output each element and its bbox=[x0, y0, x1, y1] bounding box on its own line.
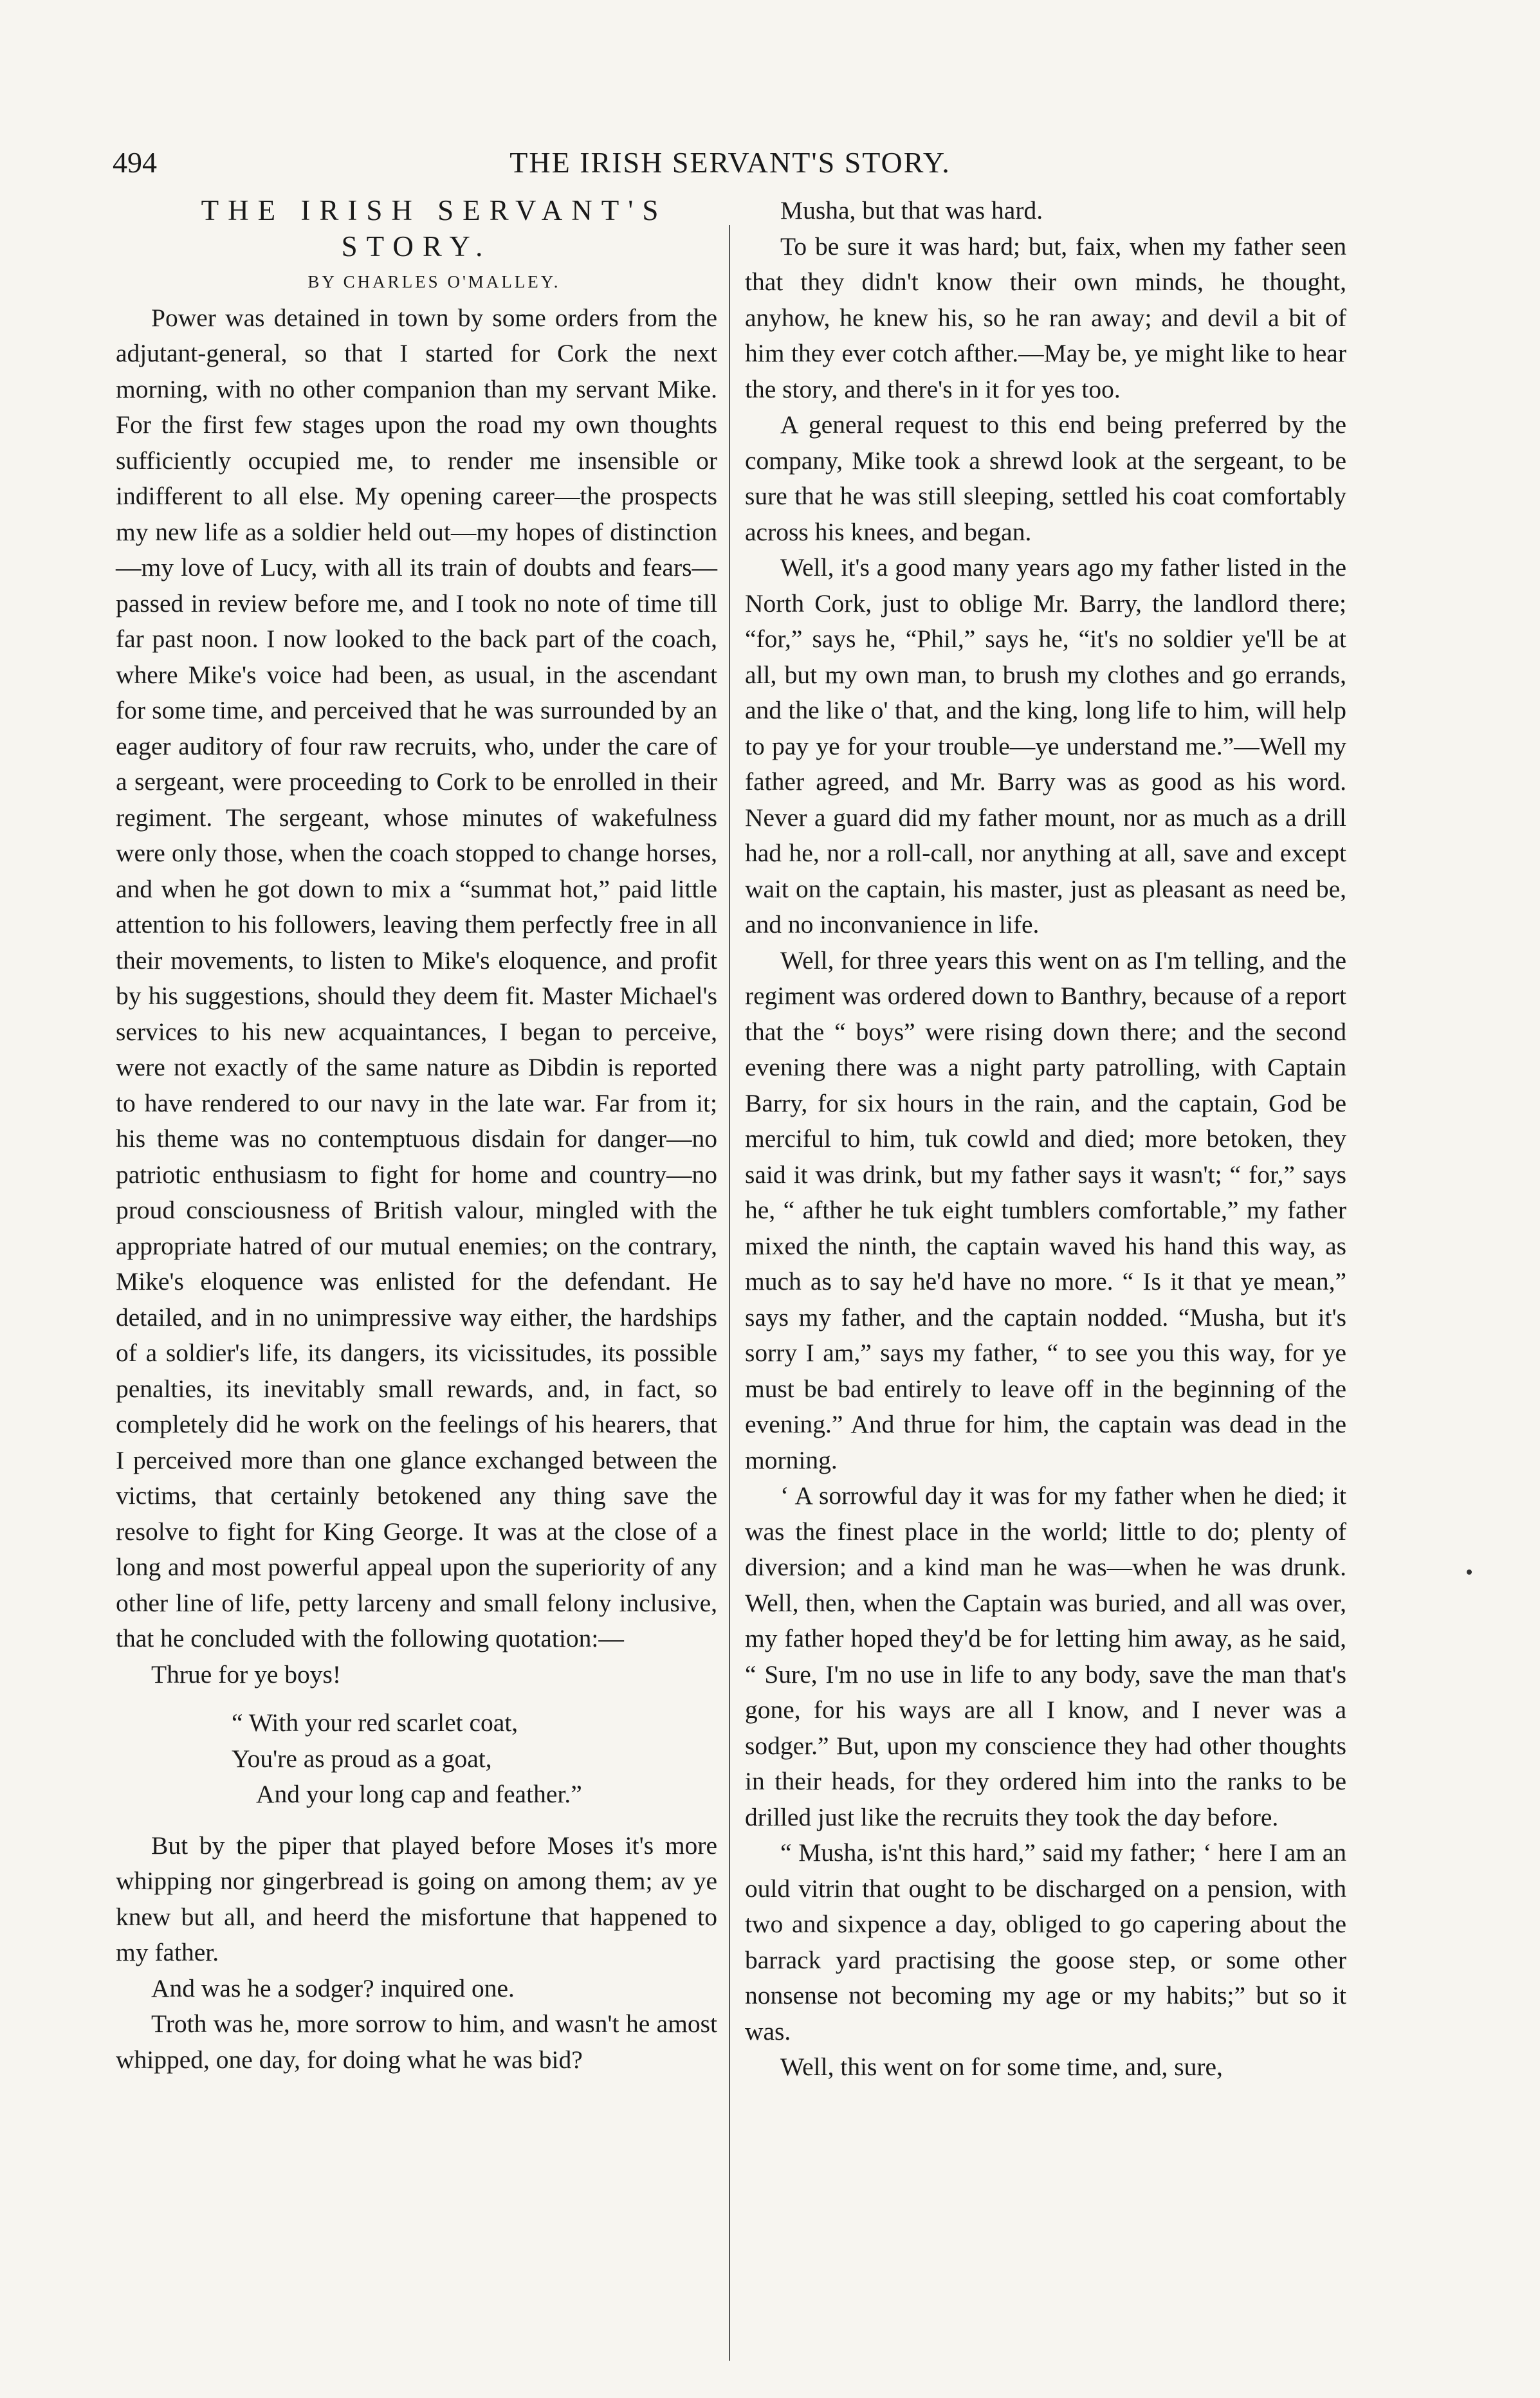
paragraph: Troth was he, more sorrow to him, and wasn't he amost whipped, one day, for doing what he was bid? bbox=[116, 2009, 717, 2074]
paragraph: Well, this went on for some time, and, sure, bbox=[780, 2053, 1223, 2081]
story-byline: BY CHARLES O'MALLEY. bbox=[307, 272, 561, 291]
paragraph: ‘ A sorrowful day it was for my father when he died; it was the finest place in the world; little to do; plenty of diversion; and a kind man he was—when he was drunk. Well, then, when the Captain was buried, and all was over, my father hoped they'd be for letting him away, as he said, “ Sure, I'm no use in life to any body, save the man that's gone, for his ways are all I know, and I never was a sodger.” But, upon my conscience they had other thoughts in their heads, for they ordered him into the ranks to be drilled just like the recruits they took the day before. bbox=[745, 1481, 1346, 1831]
column-divider bbox=[729, 225, 730, 2361]
story-title: THE IRISH SERVANT'S STORY. bbox=[201, 194, 668, 262]
paragraph: But by the piper that played before Moses it's more whipping nor gingerbread is going on among them; av ye knew but all, and heerd the misfortune that happened to my father. bbox=[116, 1831, 717, 1966]
paragraph: Thrue for ye boys! bbox=[151, 1660, 342, 1689]
page-number: 494 bbox=[113, 146, 157, 179]
paragraph: To be sure it was hard; but, faix, when my father seen that they didn't know their own minds, he thought, anyhow, he knew his, so he ran away; and devil a bit of him they ever cotch afther.—May be, ye might like to hear the story, and there's in it for yes too. bbox=[745, 232, 1346, 403]
ink-speck bbox=[1467, 1570, 1472, 1575]
verse-line: And your long cap and feather.” bbox=[256, 1780, 582, 1808]
paragraph: Well, for three years this went on as I'm telling, and the regiment was ordered down to Banthry, because of a report that the “ boys” were rising down there; and the second evening there was a night party patrolling, with Captain Barry, for six hours in the rain, and the captain, God be merciful to him, tuk cowld and died; more betoken, they said it was drink, but my father says it wasn't; “ for,” says he, “ afther he tuk eight tumblers comfortable,” my father mixed the ninth, the captain waved his hand this way, as much as to say he'd have no more. “ Is it that ye mean,” says my father, and the captain nodded. “Musha, but it's sorry I am,” says my father, “ to see you this way, for ye must be bad entirely to leave off in the beginning of the evening.” And thrue for him, the captain was dead in the morning. bbox=[745, 946, 1346, 1474]
verse-line: “ With your red scarlet coat, bbox=[232, 1708, 518, 1737]
paragraph: Power was detained in town by some orders from the adjutant-general, so that I started for Cork the next morning, with no other companion than my servant Mike. For the first few stages upon the road my own thoughts sufficiently occupied me, to render me insensible or indifferent to all else. My opening career—the prospects my new life as a soldier held out—my hopes of distinction—my love of Lucy, with all its train of doubts and fears—passed in review before me, and I took no note of time till far past noon. I now looked to the back part of the coach, where Mike's voice had been, as usual, in the ascendant for some time, and perceived that he was surrounded by an eager auditory of four raw recruits, who, under the care of a sergeant, were proceeding to Cork to be enrolled in their regiment. The sergeant, whose minutes of wakefulness were only those, when the coach stopped to change horses, and when he got down to mix a “summat hot,” paid little attention to his followers, leaving them perfectly free in all their movements, to listen to Mike's eloquence, and profit by his suggestions, should they deem fit. Master Michael's services to his new acquaintances, I began to perceive, were not exactly of the same nature as Dibdin is reported to have rendered to our navy in the late war. Far from it; his theme was no contemptuous disdain for danger—no patriotic enthusiasm to fight for home and country—no proud consciousness of British valour, mingled with the appropriate hatred of our mutual enemies; on the contrary, Mike's eloquence was enlisted for the defendant. He detailed, and in no unimpressive way either, the hardships of a soldier's life, its dangers, its vicissitudes, its possible penalties, its inevitably small rewards, and, in fact, so completely did he work on the feelings of his hearers, that I perceived more than one glance exchanged between the victims, that certainly betokened any thing save the resolve to fight for King George. It was at the close of a long and most powerful appeal upon the superiority of any other line of life, petty larceny and small felony inclusive, that he concluded with the following quotation:— bbox=[116, 303, 717, 1652]
paragraph: Musha, but that was hard. bbox=[780, 196, 1043, 224]
verse-line: You're as proud as a goat, bbox=[232, 1744, 492, 1773]
running-header bbox=[113, 145, 1348, 184]
paragraph: “ Musha, is'nt this hard,” said my father; ‘ here I am an ould vitrin that ought to be discharged on a pension, with two and sixpence a day, obliged to go capering about the barrack yard practising the goose step, or some other nonsense not becoming my age or my habits;” but so it was. bbox=[745, 1838, 1346, 2046]
right-column bbox=[745, 193, 1346, 2085]
left-column bbox=[116, 193, 717, 2078]
running-title: THE IRISH SERVANT'S STORY. bbox=[509, 146, 951, 179]
paragraph: Well, it's a good many years ago my father listed in the North Cork, just to oblige Mr. Barry, the landlord there; “for,” says he, “Phil,” says he, “it's no soldier ye'll be at all, but my own man, to brush my clothes and go errands, and the like o' that, and the king, long life to him, will help to pay ye for your trouble—ye understand me.”—Well my father agreed, and Mr. Barry was as good as his word. Never a guard did my father mount, nor as much as a drill had he, nor a roll-call, nor anything at all, save and except wait on the captain, his master, just as pleasant as need be, and no inconvanience in life. bbox=[745, 553, 1346, 938]
paragraph: And was he a sodger? inquired one. bbox=[151, 1973, 515, 2002]
verse-quotation bbox=[116, 1705, 717, 1813]
paragraph: A general request to this end being preferred by the company, Mike took a shrewd look at the sergeant, to be sure that he was still sleeping, settled his coat comfortably across his knees, and began. bbox=[745, 410, 1346, 546]
